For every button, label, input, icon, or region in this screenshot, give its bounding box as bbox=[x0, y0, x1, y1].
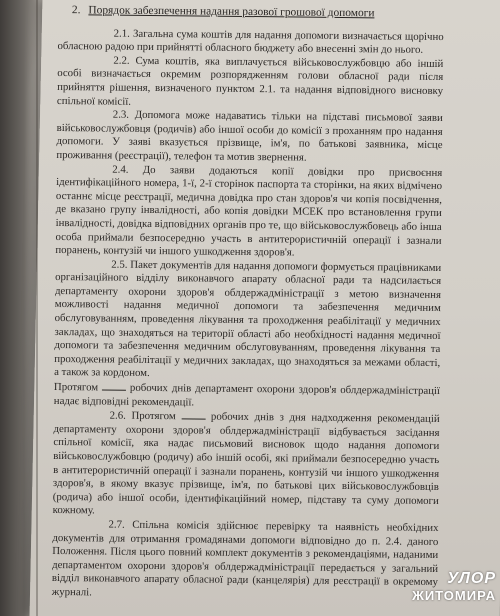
watermark-bottom: ЖИТОМИРА bbox=[412, 588, 496, 603]
deadline-lead: Протягом bbox=[53, 381, 99, 394]
section-title: Порядок забезпечення надання разової грошової допомоги bbox=[88, 4, 375, 20]
paragraph-2-6-blank bbox=[181, 410, 205, 420]
paragraph-2-4: 2.4. До заяви додаються копії довідки про присвоєння ідентифікаційного номера, 1-ї, 2-ї сторінок паспорта та сторінки, на яких відмічено останнє місце реєстрації, медична довідка про стан здоров'я чи копія посвідчення, де вказано групу інвалідності, або копія довідки МСЕК про встановлення групи інвалідності, довідка відповідних органів про те, що військовослужбовець або інша особа приймали безпосередню участь в антитерористичній операції і зазнали поранень, контузій чи іншого ушкодження здоров'я. bbox=[55, 163, 443, 259]
section-number: 2. bbox=[71, 4, 81, 17]
paragraph-2-1: 2.1. Загальна сума коштів для надання допомоги визначається щорічно обласною радою при прийнятті обласного бюджету або внесенні змін до нього. bbox=[57, 27, 444, 57]
paragraph-2-2: 2.2. Сума коштів, яка виплачується військовослужбовцю або іншій особі визначається окремим розпорядженням голови обласної ради після прийняття рішення, визначеного пунктом 2.1. та надання відповідного висновку спільної комісії. bbox=[56, 54, 444, 108]
document-text bbox=[52, 2, 444, 604]
paper-edge bbox=[36, 0, 38, 616]
site-watermark bbox=[406, 570, 496, 614]
paragraph-2-6-text: робочих днів з дня надходження рекомендацій департаменту охорони здоров'я облдержадміністрації відбувається засідання спільної комісії, яка надає письмовий висновок щодо надання допомоги військовослужбовцю (родичу) або іншій особі, які приймали безпосередню участь в антитерористичній операції і зазнали поранень, контузій чи іншого ушкодження здоров'я, в якому вказує прізвище, ім'я, по батькові цих військовослужбовців (родича) або іншої особи, ідентифікаційний номер, підставу та суму допомоги кожному. bbox=[52, 410, 440, 517]
watermark-top: УЛОР bbox=[447, 570, 496, 587]
paragraph-2-3: 2.3. Допомога може надаватись тільки на підставі письмової заяви військовослужбовця (родичів) або іншої особи до комісії з проханням про надання допомоги. У заяві вказується прізвище, ім'я, по батькові заявника, місце проживання (реєстрації), телефон та мотив звернення. bbox=[56, 108, 443, 164]
deadline-blank bbox=[102, 381, 126, 391]
paragraph-2-5: 2.5. Пакет документів для надання допомоги формується працівниками організаційного відділу виконавчого апарату обласної ради та надсилається департаменту охорони здоров'я облдержадміністрації з метою визначення можливості надання медичної допомоги та забезпечення медичним обслуговуванням, проведення лікування та проходження реабілітації у медичних закладах, що знаходяться на території області або необхідності надання медичної допомоги та забезпечення медичним обслуговуванням, проведення лікування та проходження реабілітації у медичних закладах, що знаходяться за межами області, а також за кордоном. bbox=[54, 258, 442, 380]
paragraph-2-6 bbox=[53, 408, 440, 522]
deadline-text: робочих днів департамент охорони здоров'я облдержадміністрації надає відповідні рекомендації. bbox=[53, 381, 441, 409]
paragraph-2-7: 2.7. Спільна комісія здійснює перевірку та наявність необхідних документів для отримання громадянами допомоги відповідно до п. 2.4. даного Положення. Після цього повний комплект документів з рекомендаціями, наданими департаментом охорони здоров'я облдержадміністрації передається у загальний відділ виконавчого апарату обласної ради (канцелярія) для реєстрації в окремому журналі. bbox=[51, 518, 439, 599]
section-heading bbox=[72, 4, 444, 21]
paragraph-2-5-deadline bbox=[54, 380, 440, 412]
paragraph-2-6-lead: 2.6. Протягом bbox=[109, 409, 176, 423]
